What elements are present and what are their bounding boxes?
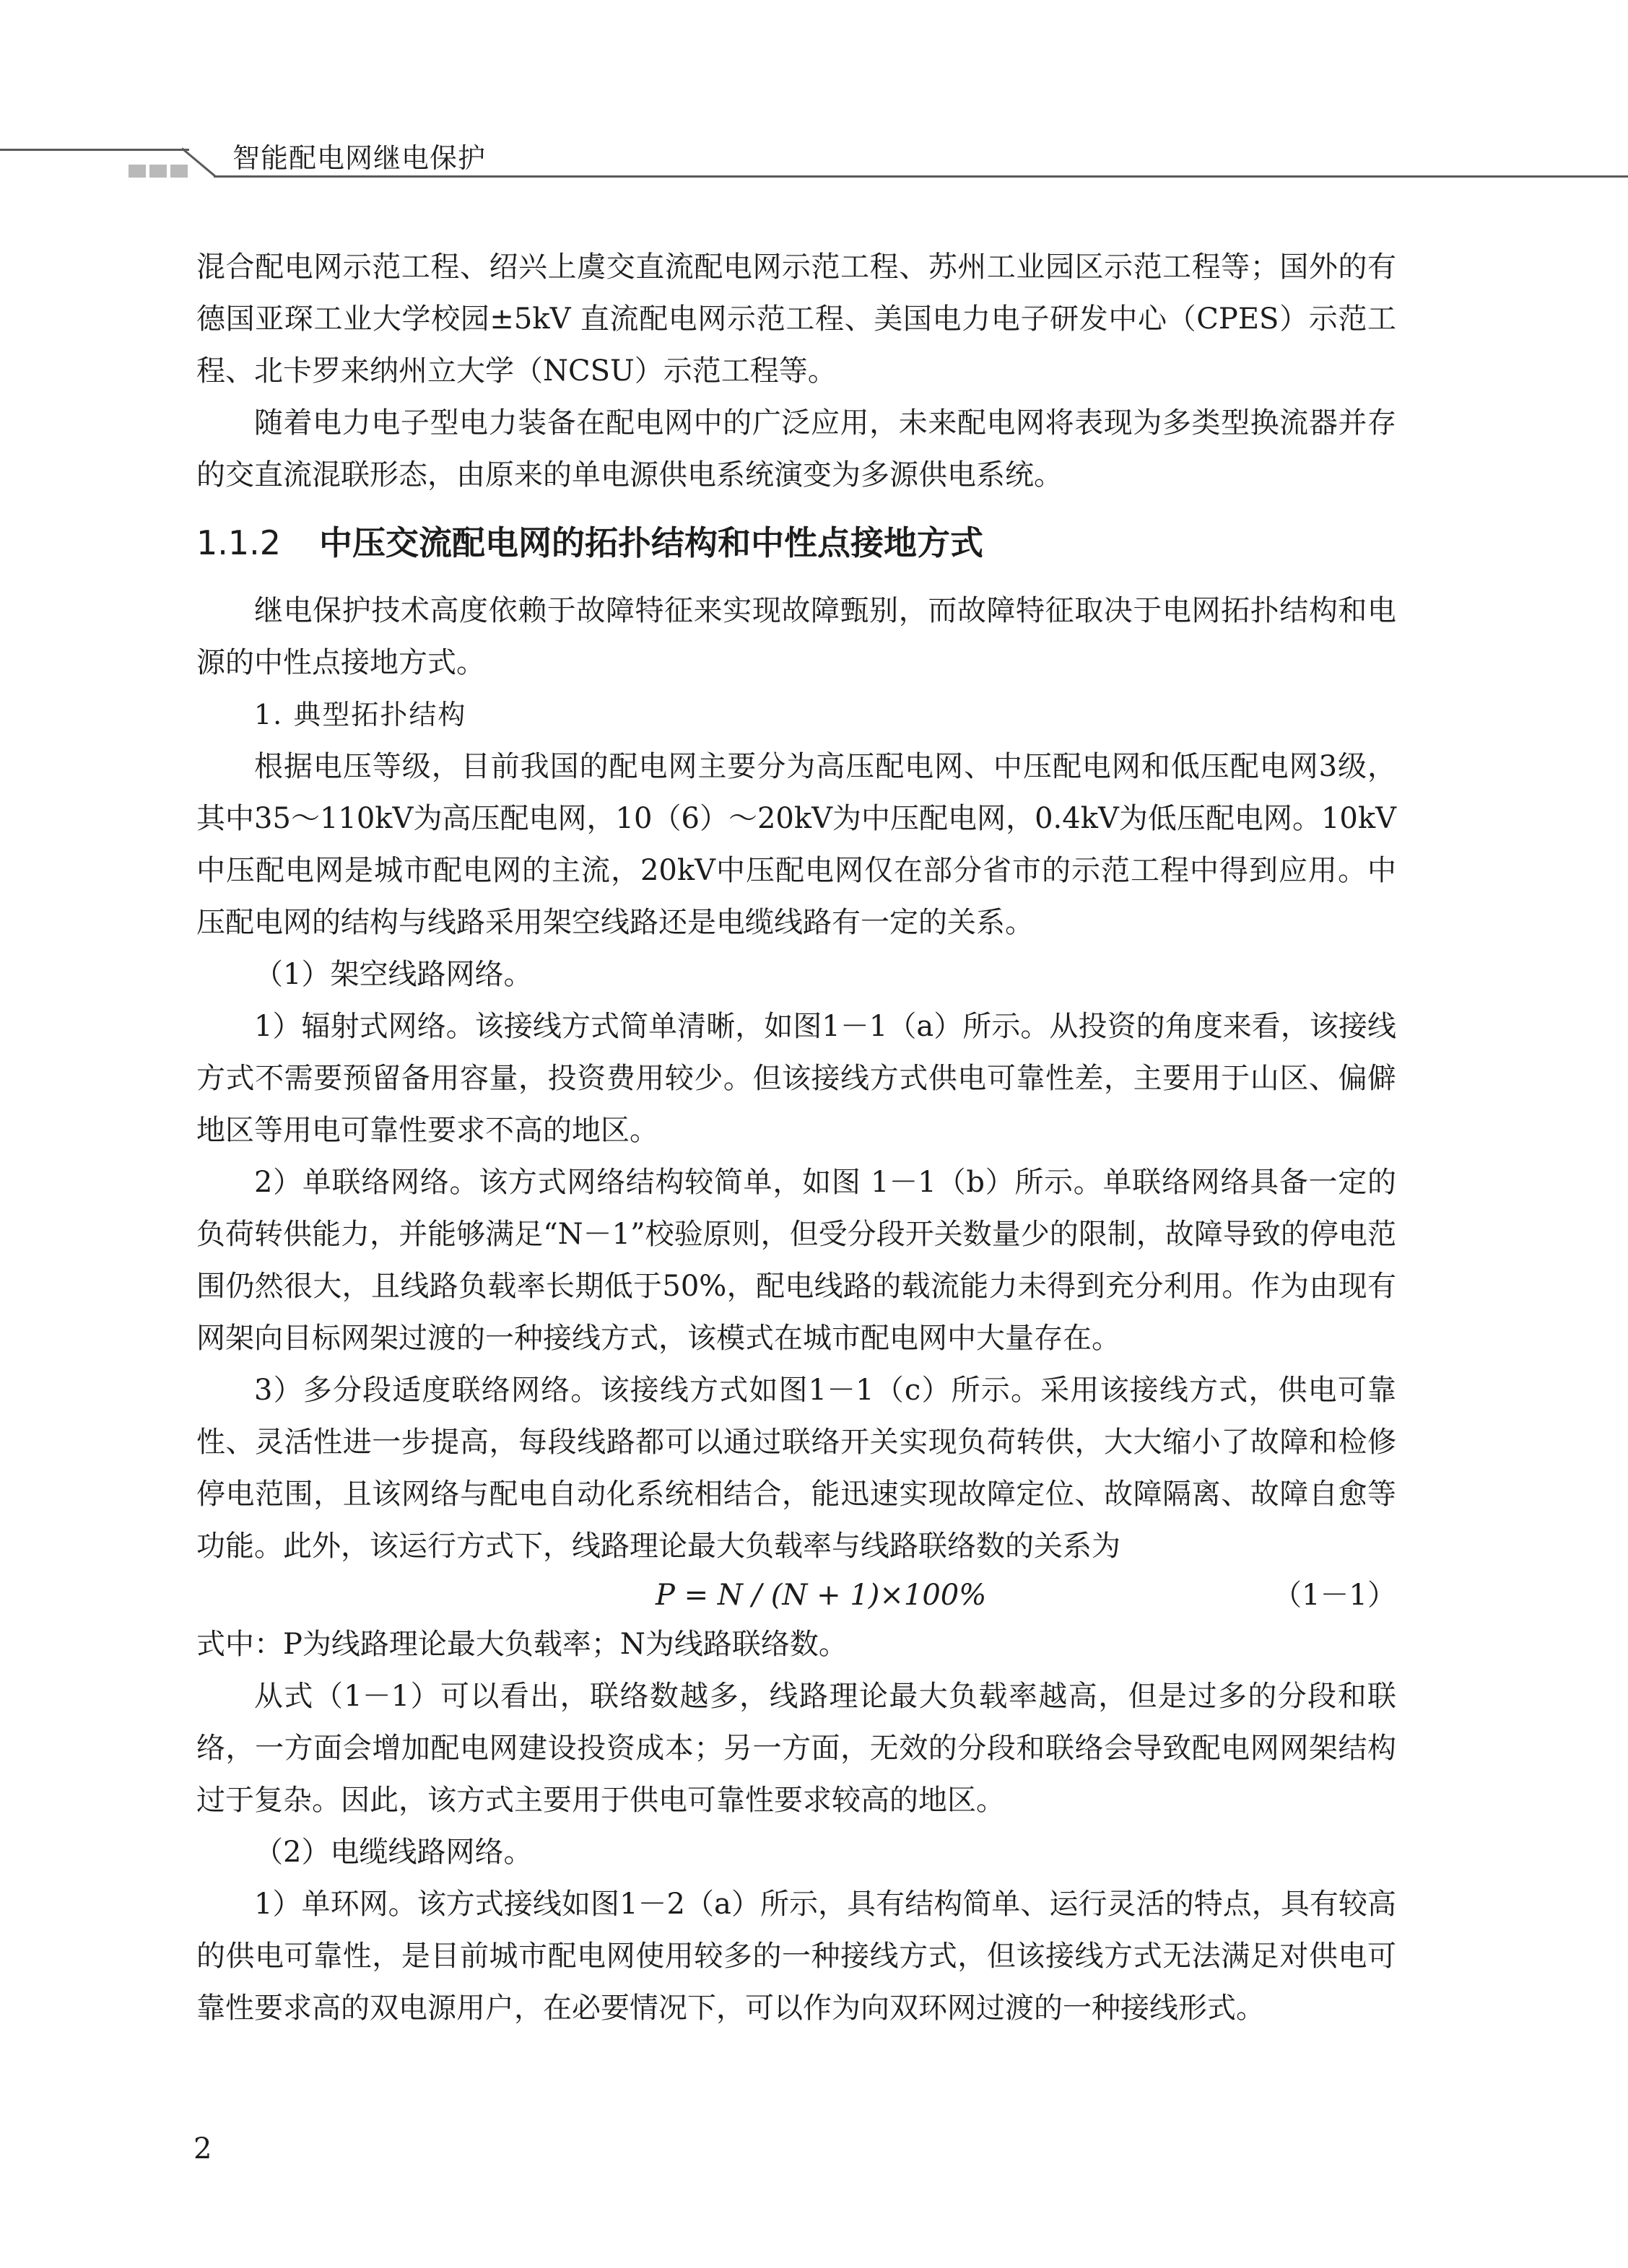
header-rule-right xyxy=(214,175,1628,178)
section-title: 中压交流配电网的拓扑结构和中性点接地方式 xyxy=(319,523,983,562)
equation-label: （1－1） xyxy=(1273,1579,1396,1612)
list-heading: （2）电缆线路网络。 xyxy=(254,1836,533,1869)
header-block xyxy=(149,165,167,178)
page-number: 2 xyxy=(193,2132,212,2165)
paragraph: 3）多分段适度联络网络。该接线方式如图1－1（c）所示。采用该接线方式，供电可靠性、灵活性进一步提高，每段线路都可以通过联络开关实现负荷转供，大大缩小了故障和检修停电范围，且该网络与配电自动化系统相结合，能迅速实现故障定位、故障隔离、故障自愈等功能。此外，该运行方式下，线路理论最大负载率与线路联络数的关系为 xyxy=(196,1374,1396,1563)
running-header-title: 智能配电网继电保护 xyxy=(232,142,487,174)
equation-formula: P = N / (N + 1)×100% xyxy=(656,1579,987,1612)
paragraph: 从式（1－1）可以看出，联络数越多，线路理论最大负载率越高，但是过多的分段和联络，一方面会增加配电网建设投资成本；另一方面，无效的分段和联络会导致配电网网架结构过于复杂。因此，该方式主要用于供电可靠性要求较高的地区。 xyxy=(196,1680,1396,1817)
page-body xyxy=(196,241,1396,2034)
paragraph: 式中：P为线路理论最大负载率；N为线路联络数。 xyxy=(196,1628,848,1661)
header-decoration xyxy=(129,165,188,178)
section-number: 1.1.2 xyxy=(196,523,282,562)
paragraph: 根据电压等级，目前我国的配电网主要分为高压配电网、中压配电网和低压配电网3级，其中35～110kV为高压配电网，10（6）～20kV为中压配电网，0.4kV为低压配电网。10kV中压配电网是城市配电网的主流，20kV中压配电网仅在部分省市的示范工程中得到应用。中压配电网的结构与线路采用架空线路还是电缆线路有一定的关系。 xyxy=(196,750,1396,939)
paragraph: 继电保护技术高度依赖于故障特征来实现故障甄别，而故障特征取决于电网拓扑结构和电源的中性点接地方式。 xyxy=(196,594,1396,679)
subsection-heading: 1. 典型拓扑结构 xyxy=(254,699,467,730)
paragraph: 1）辐射式网络。该接线方式简单清晰，如图1－1（a）所示。从投资的角度来看，该接线方式不需要预留备用容量，投资费用较少。但该接线方式供电可靠性差，主要用于山区、偏僻地区等用电可靠性要求不高的地区。 xyxy=(196,1010,1396,1147)
header-rule-left xyxy=(0,149,189,151)
paragraph: 随着电力电子型电力装备在配电网中的广泛应用，未来配电网将表现为多类型换流器并存的交直流混联形态，由原来的单电源供电系统演变为多源供电系统。 xyxy=(196,406,1396,492)
equation xyxy=(196,1572,1396,1618)
header-block xyxy=(129,165,146,178)
header-block xyxy=(170,165,188,178)
list-heading: （1）架空线路网络。 xyxy=(254,958,533,991)
paragraph: 1）单环网。该方式接线如图1－2（a）所示，具有结构简单、运行灵活的特点，具有较高的供电可靠性，是目前城市配电网使用较多的一种接线方式，但该接线方式无法满足对供电可靠性要求高的双电源用户，在必要情况下，可以作为向双环网过渡的一种接线形式。 xyxy=(196,1888,1396,2025)
paragraph-continued: 混合配电网示范工程、绍兴上虞交直流配电网示范工程、苏州工业园区示范工程等；国外的有德国亚琛工业大学校园±5kV 直流配电网示范工程、美国电力电子研发中心（CPES）示范工程、北卡罗来纳州立大学（NCSU）示范工程等。 xyxy=(196,250,1396,388)
section-heading xyxy=(196,501,1396,585)
paragraph: 2）单联络网络。该方式网络结构较简单，如图 1－1（b）所示。单联络网络具备一定的负荷转供能力，并能够满足“N－1”校验原则，但受分段开关数量少的限制，故障导致的停电范围仍然很大，且线路负载率长期低于50%，配电线路的载流能力未得到充分利用。作为由现有网架向目标网架过渡的一种接线方式，该模式在城市配电网中大量存在。 xyxy=(196,1166,1396,1355)
